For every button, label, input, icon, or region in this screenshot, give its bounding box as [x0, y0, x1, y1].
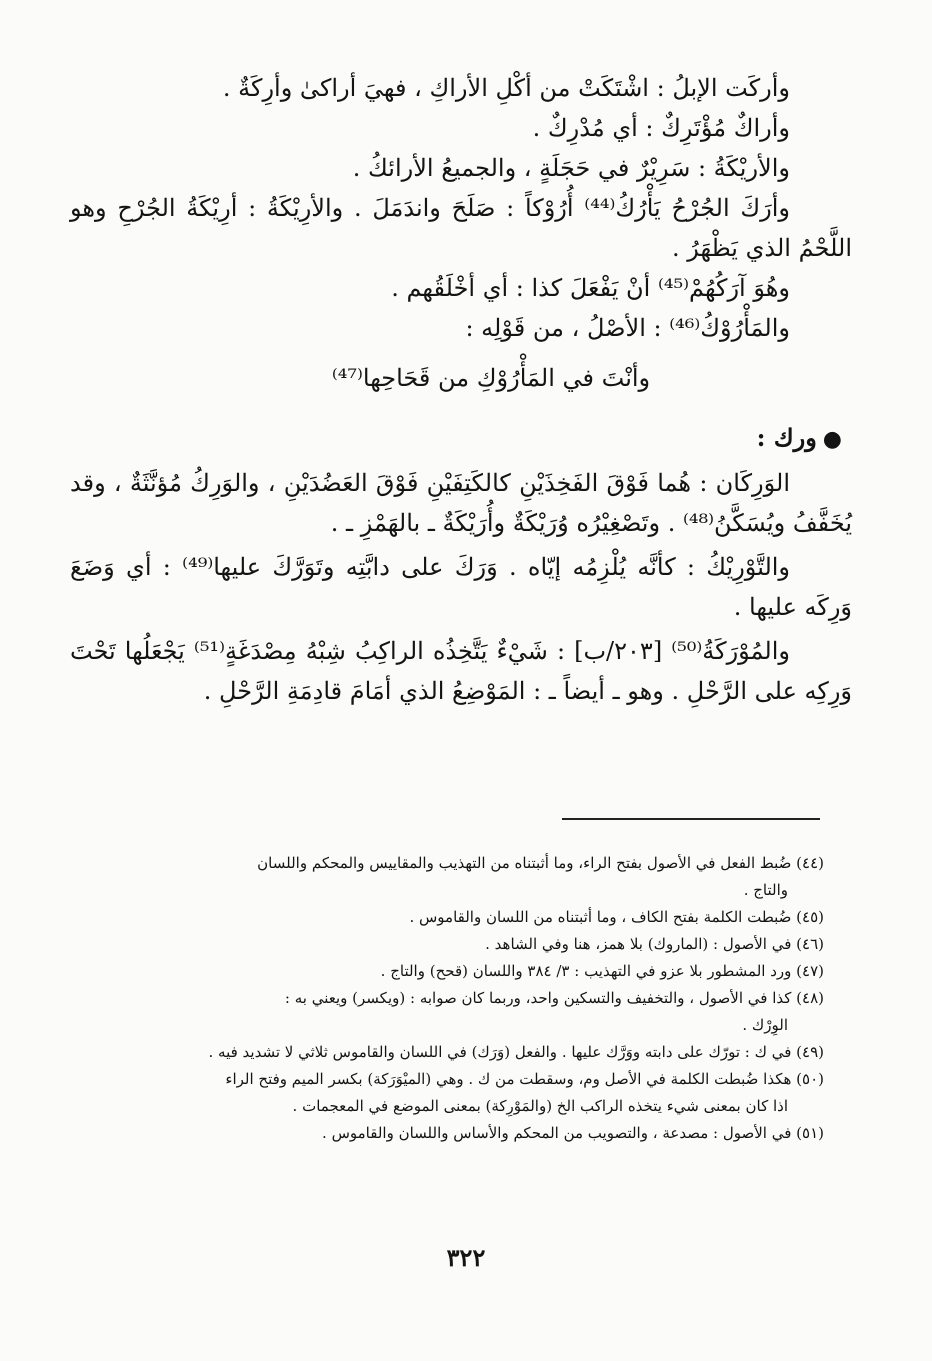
entry-arak-jurh: وأرَكَ الجُرْحُ يَأْرُكُ⁽⁴⁴⁾ أُرُوْكاً : صَلَحَ واندَمَلَ . والأرِيْكَةُ : أرِيْكَةُ الجُرْحِ وهو اللَّحْمُ الذي يَظْهَرُ .	[70, 194, 852, 262]
entry-mutarik: وأراكٌ مُؤْتَرِكٌ : أي مُدْرِكٌ .	[532, 114, 790, 142]
footnote-49: (٤٩) في ك : تورّك على دابته ووَرَّك عليها . والفعل (وَرَك) في اللسان والقاموس ثلاثي لا تشديد فيه .	[208, 1043, 824, 1061]
entry-tawrik: والتَّوْرِيْكُ : كأنَّه يُلْزِمُه إيّاه . وَرَكَ على دابَّتِه وتَوَرَّكَ عليها⁽⁴⁹⁾ : أي وَضَعَ وَرِكَه عليها .	[70, 553, 852, 621]
footnote-48-cont: الوِرْك .	[742, 1016, 788, 1034]
bullet-icon: ●	[822, 426, 842, 452]
entry-arakuhum: وهُوَ آرَكُهُمْ⁽⁴⁵⁾ أنْ يَفْعَلَ كذا : أي أخْلَقُهم .	[391, 274, 790, 302]
entry-arika: والأريْكَةُ : سَرِيْرٌ في حَجَلَةٍ ، والجميعُ الأرائكُ .	[352, 154, 790, 182]
entry-mawrika: والمُوْرَكَةُ⁽⁵⁰⁾ [٢٠٣/ب] : شَيْءٌ يَتَّخِذُه الراكِبُ شِبْهُ مِصْدَغَةٍ⁽⁵¹⁾ يَجْعَلُها تَحْتَ وَرِكِه على الرَّحْلِ . وهو ـ أيضاً ـ : المَوْضِعُ الذي أمَامَ قادِمَةِ الرَّحْلِ .	[70, 637, 852, 705]
footnote-50: (٥٠) هكذا ضُبطت الكلمة في الأصل وم، وسقطت من ك . وهي (الميْوَرَكة) بكسر الميم وفتح الراء	[225, 1070, 824, 1088]
main-text	[70, 68, 852, 711]
footnote-51: (٥١) في الأصول : مصدعة ، والتصويب من المحكم والأساس واللسان والقاموس .	[322, 1124, 824, 1142]
section-heading-label: ورك :	[756, 423, 817, 452]
section-heading-wark	[70, 418, 852, 459]
entry-marouk: والمَأْرُوْكُ⁽⁴⁶⁾ : الأصْلُ ، من قَوْلِه :	[465, 314, 790, 342]
footnote-44-cont: والتاج .	[743, 881, 788, 899]
footnote-separator	[562, 818, 820, 820]
footnote-44: (٤٤) ضُبط الفعل في الأصول بفتح الراء، وما أثبتناه من التهذيب والمقاييس والمحكم واللسان	[257, 854, 824, 872]
footnotes	[90, 850, 824, 1147]
entry-arakat-ibil: وأركَت الإبلُ : اشْتَكَتْ من أكْلِ الأراكِ ، فهيَ أراكىٰ وأرِكَةٌ .	[222, 74, 790, 102]
footnote-45: (٤٥) ضُبطت الكلمة بفتح الكاف ، وما أثبتناه من اللسان والقاموس .	[409, 908, 824, 926]
footnote-50-cont: اذا كان بمعنى شيء يتخذه الراكب الخ (والمَوْرِكة) بمعنى الموضع في المعجمات .	[292, 1097, 788, 1115]
page-number: ٣٢٢	[446, 1243, 486, 1272]
footnote-48: (٤٨) كذا في الأصول ، والتخفيف والتسكين واحد، وربما كان صوابه : (ويكسر) ويعني به :	[284, 989, 824, 1007]
footnote-46: (٤٦) في الأصول : (الماروك) بلا همز، هنا وفي الشاهد .	[485, 935, 824, 953]
entry-warikan: الوَرِكَان : هُما فَوْقَ الفَخِذَيْنِ كالكَتِفَيْنِ فَوْقَ العَضُدَيْنِ ، والوَرِكُ مُؤنَّثَةٌ ، وقد يُخَفَّفُ ويُسَكَّنُ⁽⁴⁸⁾ . وتَصْغِيْرُه وُرَيْكَةٌ وأُرَيْكَةٌ ـ بالهَمْزِ ـ .	[70, 469, 852, 537]
footnote-47: (٤٧) ورد المشطور بلا عزو في التهذيب : ٣/ ٣٨٤ واللسان (قحح) والتاج .	[380, 962, 824, 980]
verse-quote: وأنْتَ في المَأْرُوْكِ من قَحَاحِها⁽⁴⁷⁾	[331, 364, 651, 392]
